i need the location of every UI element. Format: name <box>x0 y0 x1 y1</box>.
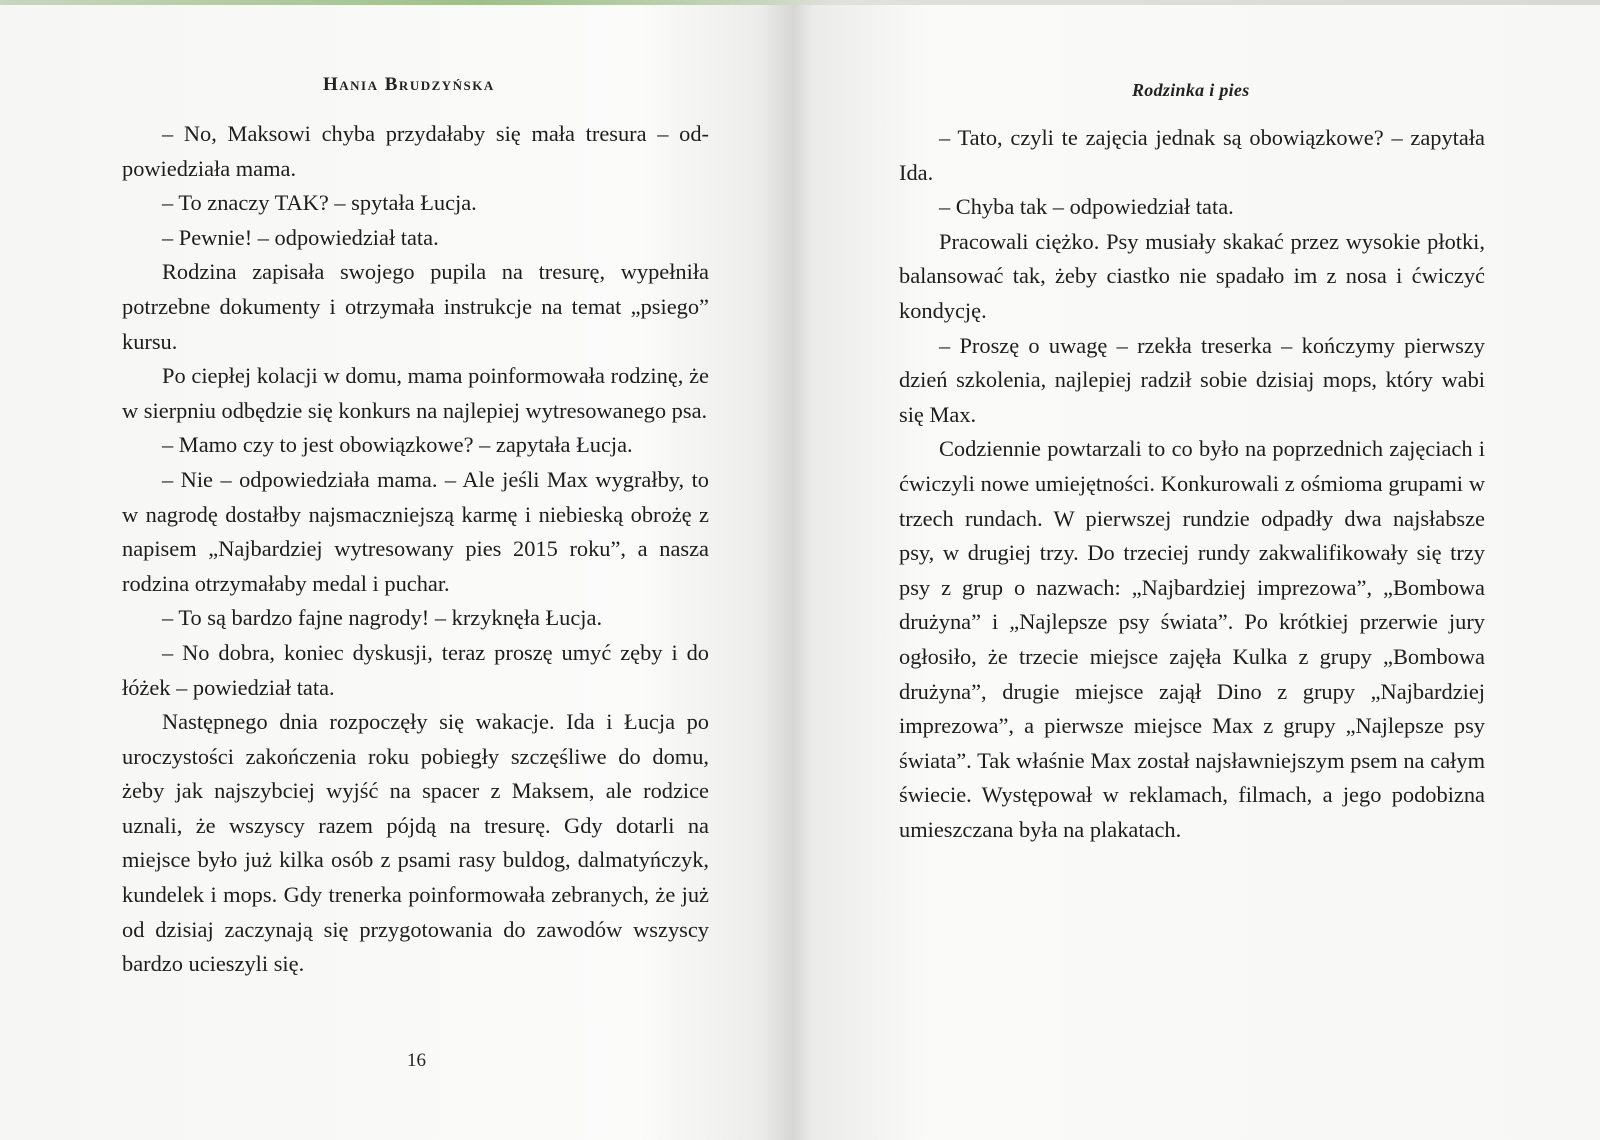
paragraph: Pracowali ciężko. Psy musiały skakać przez wysokie płotki, balansować tak, żeby ciastko nie spadało im z nosa i ćwiczyć kondycję. <box>899 228 1485 323</box>
paragraph: Po ciepłej kolacji w domu, mama poinformowała rodzinę, że w sierpniu odbędzie się konkurs na najlepiej wytresowanego psa. <box>122 363 709 423</box>
right-page <box>820 0 1600 1140</box>
paragraph: – No dobra, koniec dyskusji, teraz proszę umyć zęby i do łóżek – powiedział tata. <box>122 639 709 700</box>
paragraph: – Tato, czyli te zajęcia jednak są obowiązkowe? – zapytała Ida. <box>899 125 1485 185</box>
paragraph: Następnego dnia rozpoczęły się wakacje. Ida i Łucja po uroczystości zakończenia roku pobiegły szczęśliwe do domu, żeby jak najszybciej wyjść na spacer z Maksem, ale rodzice uznali, że wszyscy razem pójdą na tresurę. Gdy dotarli na miejsce było już kilka osób z psami rasy buldog, dalmatyńczyk, kundelek i mops. Gdy trenerka poinformowała zebranych, że już od dzisiaj zaczynają się przygotowania do zawodów wszyscy bardzo ucieszyli się. <box>122 709 709 977</box>
running-head-author: Hania Brudzyńska <box>323 74 495 95</box>
paragraph: – To są bardzo fajne nagrody! – krzyknęła Łucja. <box>162 605 603 631</box>
paragraph: – Chyba tak – odpowiedział tata. <box>939 194 1234 220</box>
left-page <box>0 0 790 1140</box>
paragraph: – Nie – odpowiedziała mama. – Ale jeśli Max wygrałby, to w nagrodę dostałby najsmaczniejszą karmę i niebieską obrożę z napisem „Najbardziej wytresowany pies 2015 roku”, a nasza rodzina otrzymałaby medal i puchar. <box>122 466 709 596</box>
paragraph: – To znaczy TAK? – spytała Łucja. <box>162 190 477 216</box>
paragraph: – Mamo czy to jest obowiązkowe? – zapytała Łucja. <box>162 432 633 458</box>
left-page-text <box>122 117 709 982</box>
paragraph: – No, Maksowi chyba przydałaby się mała tresura – odpowiedziała mama. <box>122 121 709 181</box>
paragraph: Codziennie powtarzali to co było na poprzednich zajęciach i ćwiczyli nowe umiejętności. Konkurowali z ośmioma grupami w trzech rundach. W pierwszej rundzie odpadły dwa najsłabsze psy, w drugiej trzy. Do trzeciej rundy zakwalifikowały się trzy psy z grup o nazwach: „Najbardziej imprezowa”, „Bombowa drużyna” i „Najlepsze psy świata”. Po krótkiej przerwie jury ogłosiło, że trzecie miejsce zajęła Kulka z grupy „Bombowa drużyna”, drugie miejsce zajął Dino z grupy „Najbardziej imprezowa”, a pierwsze miejsce Max z grupy „Najlepsze psy świata”. Tak właśnie Max został najsławniejszym psem na całym świecie. Występował w reklamach, filmach, a jego podobizna umieszczana była na plakatach. <box>899 436 1485 842</box>
page-number: 16 <box>407 1050 426 1071</box>
paragraph: – Proszę o uwagę – rzekła treserka – kończymy pierwszy dzień szkolenia, najlepiej radził sobie dzisiaj mops, który wabi się Max. <box>899 332 1485 427</box>
paragraph: Rodzina zapisała swojego pupila na tresurę, wypełniła potrzebne dokumenty i otrzymała instrukcje na temat „psiego” kursu. <box>122 259 709 354</box>
running-head-title: Rodzinka i pies <box>1132 80 1250 100</box>
paragraph: – Pewnie! – odpowiedział tata. <box>162 224 439 250</box>
right-page-text <box>899 121 1485 847</box>
